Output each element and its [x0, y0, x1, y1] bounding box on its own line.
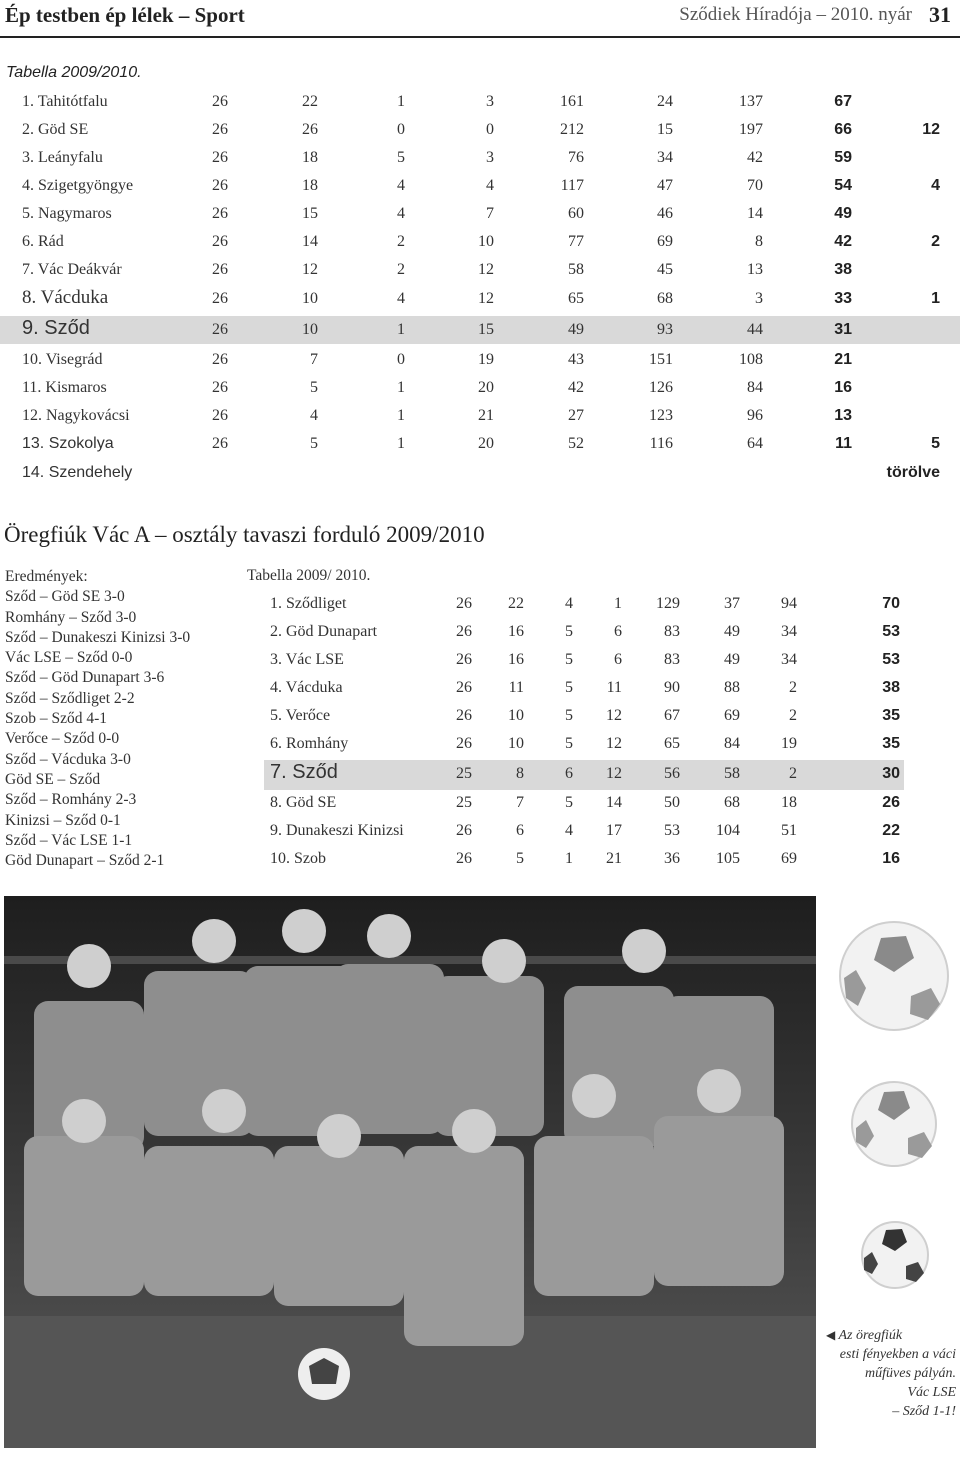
cell-ga: 49: [724, 651, 740, 668]
cell-x: 1: [931, 290, 940, 307]
cell-l: 19: [478, 351, 494, 368]
cell-w: 10: [508, 707, 524, 724]
cell-gf: 42: [568, 379, 584, 396]
table1-row: [0, 144, 960, 172]
table2-row: [268, 647, 908, 675]
team-name: 3. Leányfalu: [22, 149, 103, 166]
result-item: Vác LSE – Sződ 0-0: [5, 649, 133, 667]
cell-pts: 53: [882, 623, 900, 640]
cell-pts: 26: [882, 794, 900, 811]
team-name: 14. Szendehely: [22, 464, 133, 481]
cell-gd: 70: [747, 177, 763, 194]
cell-l: 15: [478, 321, 494, 338]
cell-d: 1: [397, 379, 405, 396]
cell-w: 7: [310, 351, 318, 368]
cell-d: 1: [397, 435, 405, 452]
cell-w: 26: [302, 121, 318, 138]
cell-l: 12: [478, 261, 494, 278]
team-name: 10. Visegrád: [22, 351, 103, 368]
result-item: Sződ – Romhány 2-3: [5, 791, 137, 809]
cell-l: 12: [478, 290, 494, 307]
cell-w: 11: [508, 679, 524, 696]
cell-pts: 13: [834, 407, 852, 424]
result-item: Sződ – Göd SE 3-0: [5, 588, 125, 606]
cell-l: 6: [614, 651, 622, 668]
cell-p: 26: [212, 121, 228, 138]
cell-d: 5: [565, 679, 573, 696]
team-name: 5. Nagymaros: [22, 205, 112, 222]
cell-pts: 53: [882, 651, 900, 668]
cell-w: 16: [508, 623, 524, 640]
team-name: 3. Vác LSE: [270, 651, 344, 668]
cell-pts: 70: [882, 595, 900, 612]
table1-row: [0, 285, 960, 313]
cell-gf: 117: [560, 177, 584, 194]
table2-row: [268, 591, 908, 619]
cell-l: 21: [478, 407, 494, 424]
team-photo: [4, 896, 816, 1448]
cell-w: 10: [508, 735, 524, 752]
cell-ga: 151: [649, 351, 673, 368]
cell-p: 26: [212, 351, 228, 368]
table2-row: [268, 846, 908, 874]
table2-row: [268, 619, 908, 647]
team-name: 6. Romhány: [270, 735, 349, 752]
cell-gd: 13: [747, 261, 763, 278]
team-name: 4. Vácduka: [270, 679, 343, 696]
cell-gf: 76: [568, 149, 584, 166]
cell-d: 5: [397, 149, 405, 166]
result-item: Göd Dunapart – Sződ 2-1: [5, 852, 165, 870]
photo-caption: [826, 1326, 956, 1421]
cell-d: 5: [565, 794, 573, 811]
cell-l: 7: [486, 205, 494, 222]
cell-l: 6: [614, 623, 622, 640]
cell-gf: 43: [568, 351, 584, 368]
cell-p: 26: [212, 233, 228, 250]
cell-gf: 56: [664, 765, 680, 782]
cell-d: 5: [565, 735, 573, 752]
soccer-ball-medium-icon: [848, 1078, 940, 1170]
cell-d: 1: [397, 93, 405, 110]
soccer-ball-large-icon: [836, 918, 952, 1034]
cell-d: 0: [397, 121, 405, 138]
team-name: 9. Sződ: [22, 317, 90, 339]
result-item: Sződ – Sződliget 2-2: [5, 689, 135, 707]
cell-w: 18: [302, 149, 318, 166]
header-rule: [0, 36, 960, 38]
cell-gf: 161: [560, 93, 584, 110]
team-photo-drawing: [4, 896, 816, 1448]
cell-l: 4: [486, 177, 494, 194]
cell-d: 4: [397, 177, 405, 194]
cell-l: 17: [606, 822, 622, 839]
soccer-ball-small-icon: [858, 1218, 932, 1292]
cell-l: 0: [486, 121, 494, 138]
cell-gf: 60: [568, 205, 584, 222]
result-item: Sződ – Dunakeszi Kinizsi 3-0: [5, 628, 191, 646]
cell-gd: 8: [755, 233, 763, 250]
cell-gd: 51: [781, 822, 797, 839]
caption-line: műfüves pályán.: [865, 1366, 956, 1381]
cell-w: 16: [508, 651, 524, 668]
cell-w: 5: [310, 379, 318, 396]
table1-row: [0, 256, 960, 284]
cell-pts: 11: [835, 435, 852, 452]
cell-p: 26: [456, 735, 472, 752]
cell-gd: 96: [747, 407, 763, 424]
cell-p: 26: [212, 321, 228, 338]
cell-p: 26: [212, 435, 228, 452]
cell-x: törölve: [886, 464, 940, 481]
result-item: Sződ – Göd Dunapart 3-6: [5, 669, 165, 687]
cell-pts: 22: [882, 822, 900, 839]
cell-gd: 34: [781, 651, 797, 668]
cell-ga: 123: [649, 407, 673, 424]
cell-gf: 83: [664, 651, 680, 668]
cell-gd: 2: [789, 679, 797, 696]
cell-gd: 197: [739, 121, 763, 138]
cell-x: 2: [931, 233, 940, 250]
cell-gf: 77: [568, 233, 584, 250]
results-title: Eredmények:: [5, 568, 88, 585]
table2-title: Tabella 2009/ 2010.: [247, 567, 371, 584]
table1-row: [0, 316, 960, 344]
cell-ga: 58: [724, 765, 740, 782]
cell-ga: 15: [657, 121, 673, 138]
section-label: Ép testben ép lélek – Sport: [5, 3, 245, 27]
result-item: Romhány – Sződ 3-0: [5, 608, 137, 626]
cell-l: 12: [606, 735, 622, 752]
cell-ga: 68: [657, 290, 673, 307]
cell-pts: 66: [834, 121, 852, 138]
cell-w: 5: [310, 435, 318, 452]
team-name: 6. Rád: [22, 233, 64, 250]
table1-row: [0, 116, 960, 144]
result-item: Kinizsi – Sződ 0-1: [5, 811, 121, 829]
cell-gf: 53: [664, 822, 680, 839]
cell-p: 26: [456, 679, 472, 696]
cell-gf: 90: [664, 679, 680, 696]
cell-ga: 45: [657, 261, 673, 278]
cell-gf: 58: [568, 261, 584, 278]
cell-p: 26: [212, 290, 228, 307]
cell-w: 10: [302, 290, 318, 307]
cell-pts: 31: [834, 321, 852, 338]
team-name: 7. Sződ: [270, 761, 338, 783]
cell-x: 4: [931, 177, 940, 194]
cell-p: 25: [456, 794, 472, 811]
cell-w: 10: [302, 321, 318, 338]
cell-p: 26: [212, 93, 228, 110]
table1-row: [0, 88, 960, 116]
cell-gd: 19: [781, 735, 797, 752]
cell-d: 5: [565, 707, 573, 724]
cell-l: 3: [486, 93, 494, 110]
cell-d: 6: [565, 765, 573, 782]
caption-line: esti fényekben a váci: [839, 1347, 956, 1362]
result-item: Sződ – Vác LSE 1-1: [5, 831, 133, 849]
cell-d: 1: [397, 321, 405, 338]
cell-w: 6: [516, 822, 524, 839]
cell-pts: 16: [882, 850, 900, 867]
cell-gf: 83: [664, 623, 680, 640]
cell-w: 4: [310, 407, 318, 424]
cell-gf: 67: [664, 707, 680, 724]
cell-p: 26: [212, 261, 228, 278]
team-name: 11. Kismaros: [22, 379, 107, 396]
team-name: 13. Szokolya: [22, 435, 114, 452]
cell-l: 11: [606, 679, 622, 696]
table1-row: [0, 402, 960, 430]
table1-row: [0, 346, 960, 374]
cell-x: 5: [931, 435, 940, 452]
cell-pts: 35: [882, 707, 900, 724]
cell-pts: 67: [834, 93, 852, 110]
publication-label: Sződiek Híradója – 2010. nyár: [679, 4, 912, 25]
table2-row: [268, 790, 908, 818]
cell-d: 5: [565, 623, 573, 640]
cell-gd: 108: [739, 351, 763, 368]
table2-row: [268, 703, 908, 731]
cell-ga: 37: [724, 595, 740, 612]
caption-line: Az öregfiúk: [838, 1328, 903, 1343]
cell-w: 15: [302, 205, 318, 222]
cell-ga: 68: [724, 794, 740, 811]
page-header: [0, 0, 960, 36]
cell-w: 22: [508, 595, 524, 612]
cell-d: 5: [565, 651, 573, 668]
cell-l: 21: [606, 850, 622, 867]
cell-ga: 116: [649, 435, 673, 452]
cell-ga: 46: [657, 205, 673, 222]
table1-row: [0, 459, 960, 487]
cell-ga: 126: [649, 379, 673, 396]
table2-row: [268, 731, 908, 759]
cell-gf: 52: [568, 435, 584, 452]
cell-pts: 54: [834, 177, 852, 194]
cell-ga: 84: [724, 735, 740, 752]
cell-w: 14: [302, 233, 318, 250]
cell-p: 25: [456, 765, 472, 782]
cell-pts: 42: [834, 233, 852, 250]
team-name: 8. Vácduka: [22, 287, 109, 308]
result-item: Szob – Sződ 4-1: [5, 710, 108, 728]
cell-ga: 49: [724, 623, 740, 640]
cell-gf: 212: [560, 121, 584, 138]
cell-p: 26: [456, 623, 472, 640]
team-name: 9. Dunakeszi Kinizsi: [270, 822, 404, 839]
cell-gf: 65: [568, 290, 584, 307]
cell-gd: 44: [747, 321, 763, 338]
cell-p: 26: [212, 379, 228, 396]
page-number: 31: [929, 2, 951, 27]
cell-d: 4: [397, 205, 405, 222]
cell-gd: 2: [789, 707, 797, 724]
cell-gd: 64: [747, 435, 763, 452]
table1-row: [0, 374, 960, 402]
cell-p: 26: [456, 822, 472, 839]
cell-gd: 84: [747, 379, 763, 396]
cell-gd: 69: [781, 850, 797, 867]
table1-row: [0, 172, 960, 200]
cell-gd: 14: [747, 205, 763, 222]
cell-l: 3: [486, 149, 494, 166]
team-name: 5. Verőce: [270, 707, 331, 724]
cell-gf: 27: [568, 407, 584, 424]
cell-x: 12: [922, 121, 940, 138]
cell-l: 14: [606, 794, 622, 811]
result-item: Verőce – Sződ 0-0: [5, 730, 120, 748]
team-name: 12. Nagykovácsi: [22, 407, 130, 424]
cell-pts: 30: [882, 765, 900, 782]
team-name: 8. Göd SE: [270, 794, 337, 811]
cell-pts: 16: [834, 379, 852, 396]
section-title: Öregfiúk Vác A – osztály tavaszi forduló 2009/2010: [4, 522, 485, 547]
cell-p: 26: [212, 407, 228, 424]
cell-pts: 21: [834, 351, 852, 368]
cell-d: 1: [565, 850, 573, 867]
cell-w: 12: [302, 261, 318, 278]
cell-d: 4: [565, 822, 573, 839]
cell-ga: 24: [657, 93, 673, 110]
cell-p: 26: [212, 177, 228, 194]
caption-line: Vác LSE: [907, 1385, 956, 1400]
table1-row: [0, 228, 960, 256]
caption-arrow-icon: ◀: [826, 1328, 836, 1342]
cell-pts: 38: [882, 679, 900, 696]
cell-w: 5: [516, 850, 524, 867]
cell-gd: 137: [739, 93, 763, 110]
cell-pts: 38: [834, 261, 852, 278]
team-name: 2. Göd Dunapart: [270, 623, 378, 640]
cell-pts: 59: [834, 149, 852, 166]
cell-w: 22: [302, 93, 318, 110]
cell-pts: 35: [882, 735, 900, 752]
table2-row: [268, 818, 908, 846]
results-list: [5, 567, 190, 871]
cell-gd: 34: [781, 623, 797, 640]
table1-row: [0, 200, 960, 228]
cell-w: 18: [302, 177, 318, 194]
cell-gd: 42: [747, 149, 763, 166]
cell-p: 26: [456, 850, 472, 867]
cell-gd: 3: [755, 290, 763, 307]
cell-l: 10: [478, 233, 494, 250]
cell-d: 0: [397, 351, 405, 368]
cell-pts: 49: [834, 205, 852, 222]
cell-ga: 34: [657, 149, 673, 166]
cell-w: 8: [516, 765, 524, 782]
table1-row: [0, 430, 960, 458]
cell-ga: 47: [657, 177, 673, 194]
cell-l: 1: [614, 595, 622, 612]
cell-ga: 69: [724, 707, 740, 724]
result-item: Sződ – Vácduka 3-0: [5, 750, 131, 768]
team-name: 1. Sződliget: [270, 595, 347, 612]
cell-ga: 104: [716, 822, 740, 839]
cell-p: 26: [456, 707, 472, 724]
cell-gd: 18: [781, 794, 797, 811]
cell-gd: 94: [781, 595, 797, 612]
cell-d: 4: [565, 595, 573, 612]
cell-p: 26: [212, 149, 228, 166]
cell-ga: 69: [657, 233, 673, 250]
cell-p: 26: [456, 595, 472, 612]
cell-gf: 129: [656, 595, 680, 612]
cell-ga: 93: [657, 321, 673, 338]
cell-gf: 50: [664, 794, 680, 811]
cell-l: 12: [606, 707, 622, 724]
cell-gf: 49: [568, 321, 584, 338]
table2-row: [264, 760, 904, 790]
cell-ga: 105: [716, 850, 740, 867]
cell-l: 20: [478, 435, 494, 452]
cell-gd: 2: [789, 765, 797, 782]
cell-p: 26: [212, 205, 228, 222]
team-name: 7. Vác Deákvár: [22, 261, 122, 278]
team-name: 1. Tahitótfalu: [22, 93, 108, 110]
cell-w: 7: [516, 794, 524, 811]
caption-line: – Sződ 1-1!: [892, 1404, 956, 1419]
team-name: 10. Szob: [270, 850, 326, 867]
cell-gf: 36: [664, 850, 680, 867]
cell-d: 4: [397, 290, 405, 307]
team-name: 4. Szigetgyöngye: [22, 177, 134, 194]
table1-title: Tabella 2009/2010.: [6, 64, 142, 81]
cell-l: 20: [478, 379, 494, 396]
cell-l: 12: [606, 765, 622, 782]
cell-d: 2: [397, 233, 405, 250]
result-item: Göd SE – Sződ: [5, 770, 101, 788]
cell-d: 1: [397, 407, 405, 424]
table2-row: [268, 675, 908, 703]
cell-pts: 33: [834, 290, 852, 307]
cell-p: 26: [456, 651, 472, 668]
team-name: 2. Göd SE: [22, 121, 89, 138]
cell-gf: 65: [664, 735, 680, 752]
cell-ga: 88: [724, 679, 740, 696]
cell-d: 2: [397, 261, 405, 278]
